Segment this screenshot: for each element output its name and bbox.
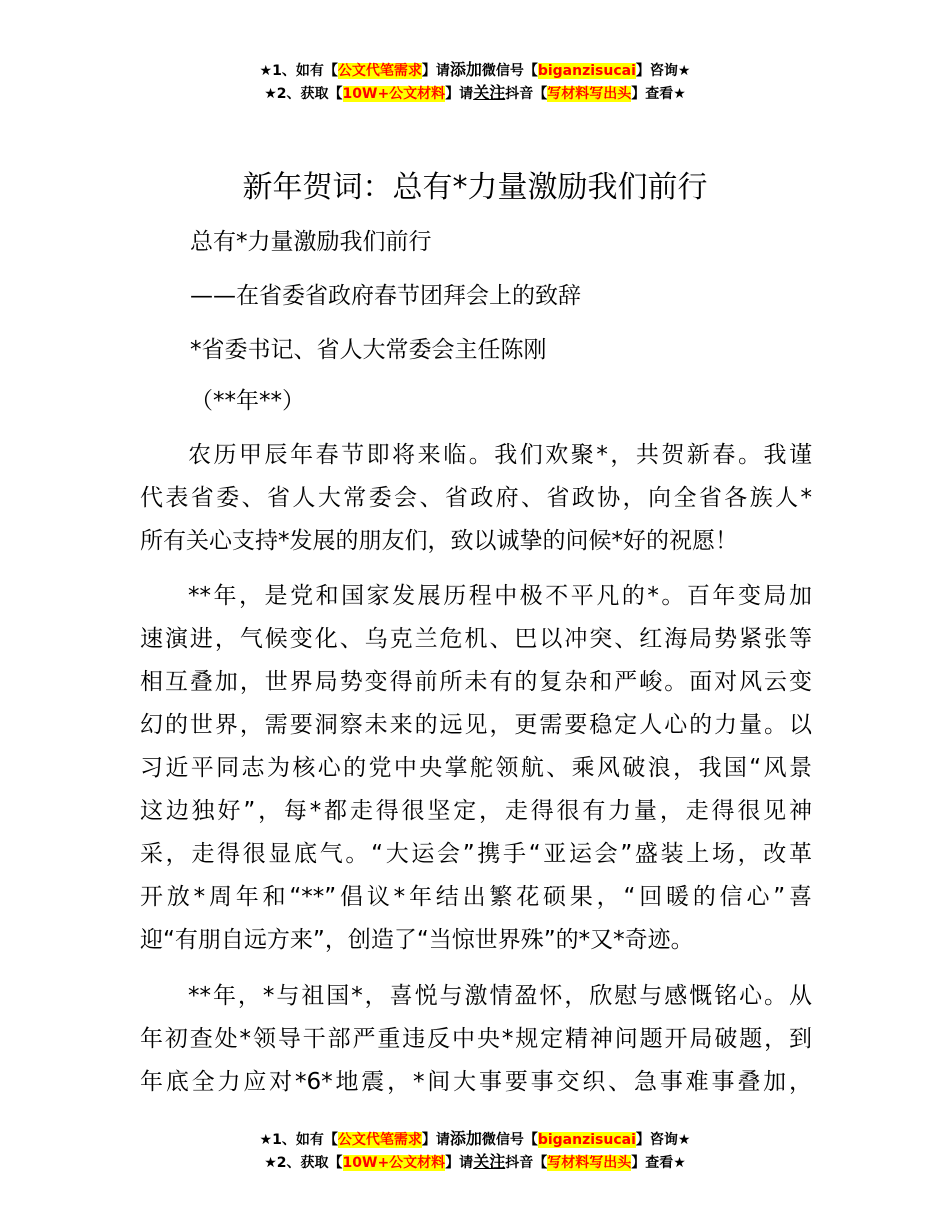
footer-banner [0,1128,950,1174]
text-line: 代表省委、省人大常委会、省政府、省政协，向全省各族人* [140,485,812,511]
banner-text: 抖音【 [505,1155,548,1171]
banner-highlight: 写材料写出头 [547,1155,632,1171]
text-line: 习近平同志为核心的党中央掌舵领航、乘风破浪，我国“风景 [140,755,812,781]
text-line: 幻的世界，需要洞察未来的远见，更需要稳定人心的力量。以 [140,712,812,738]
banner-line-2 [0,1151,950,1174]
banner-text: 】请 [445,1155,474,1171]
text-line: 迎“有朋自远方来”，创造了“当惊世界殊”的*又*奇迹。 [140,927,694,953]
text-line: **年，*与祖国*，喜悦与激情盈怀，欣慰与感慨铭心。从 [188,983,812,1009]
paragraph-3 [140,975,812,1104]
banner-text: 关注 [473,1152,506,1171]
banner-text: ★1、如有【 [259,63,338,79]
banner-text: 】查看★ [631,1155,686,1171]
banner-text: 微信号【 [481,1132,538,1148]
banner-text: 微信号【 [481,63,538,79]
banner-line-2 [0,82,950,105]
occasion-line: ——在省委省政府春节团拜会上的致辞 [190,283,581,309]
banner-highlight: 公文代笔需求 [337,63,422,79]
text-line: **年，是党和国家发展历程中极不平凡的*。百年变局加 [188,583,812,609]
banner-text: 】请 [421,63,450,79]
banner-highlight: 10W+公文材料 [342,86,446,102]
text-line: 采，走得很显底气。“大运会”携手“亚运会”盛装上场，改革 [140,841,812,867]
banner-highlight: biganzisucai [537,63,636,79]
text-line: 这边独好”，每*都走得很坚定，走得很有力量，走得很见神 [140,798,812,824]
banner-text: 】咨询★ [635,63,691,79]
banner-text: 添加 [449,1129,482,1148]
banner-text: ★2、获取【 [264,86,343,102]
text-line: 农历甲辰年春节即将来临。我们欢聚*，共贺新春。我谨 [188,442,812,468]
paragraph-2 [140,575,812,962]
speaker-line: *省委书记、省人大常委会主任陈刚 [190,337,547,363]
banner-text: 】请 [445,86,474,102]
banner-text: 】查看★ [631,86,686,102]
paragraph-1 [140,434,812,563]
text-line: 年初查处*领导干部严重违反中央*规定精神问题开局破题，到 [140,1026,812,1052]
banner-text: ★2、获取【 [264,1155,343,1171]
banner-text: 】咨询★ [635,1132,691,1148]
banner-highlight: biganzisucai [537,1132,636,1148]
text-line: 速演进，气候变化、乌克兰危机、巴以冲突、红海局势紧张等 [140,626,812,652]
text-line: 年底全力应对*6*地震，*间大事要事交织、急事难事叠加， [140,1069,812,1095]
text-line: 相互叠加，世界局势变得前所未有的复杂和严峻。面对风云变 [140,669,812,695]
banner-line-1 [0,1128,950,1151]
banner-text: 添加 [449,60,482,79]
banner-line-1 [0,59,950,82]
banner-text: ★1、如有【 [259,1132,338,1148]
subtitle: 总有*力量激励我们前行 [190,229,432,255]
banner-highlight: 公文代笔需求 [337,1132,422,1148]
header-banner [0,59,950,105]
banner-highlight: 10W+公文材料 [342,1155,446,1171]
banner-highlight: 写材料写出头 [547,86,632,102]
banner-text: 】请 [421,1132,450,1148]
document-title: 新年贺词：总有*力量激励我们前行 [242,170,708,205]
banner-text: 关注 [473,83,506,102]
text-line: 所有关心支持*发展的朋友们，致以诚挚的问候*好的祝愿！ [140,528,738,554]
date-line: （**年**） [190,388,305,414]
banner-text: 抖音【 [505,86,548,102]
text-line: 开放*周年和“**”倡议*年结出繁花硕果，“回暖的信心”喜 [140,884,812,910]
